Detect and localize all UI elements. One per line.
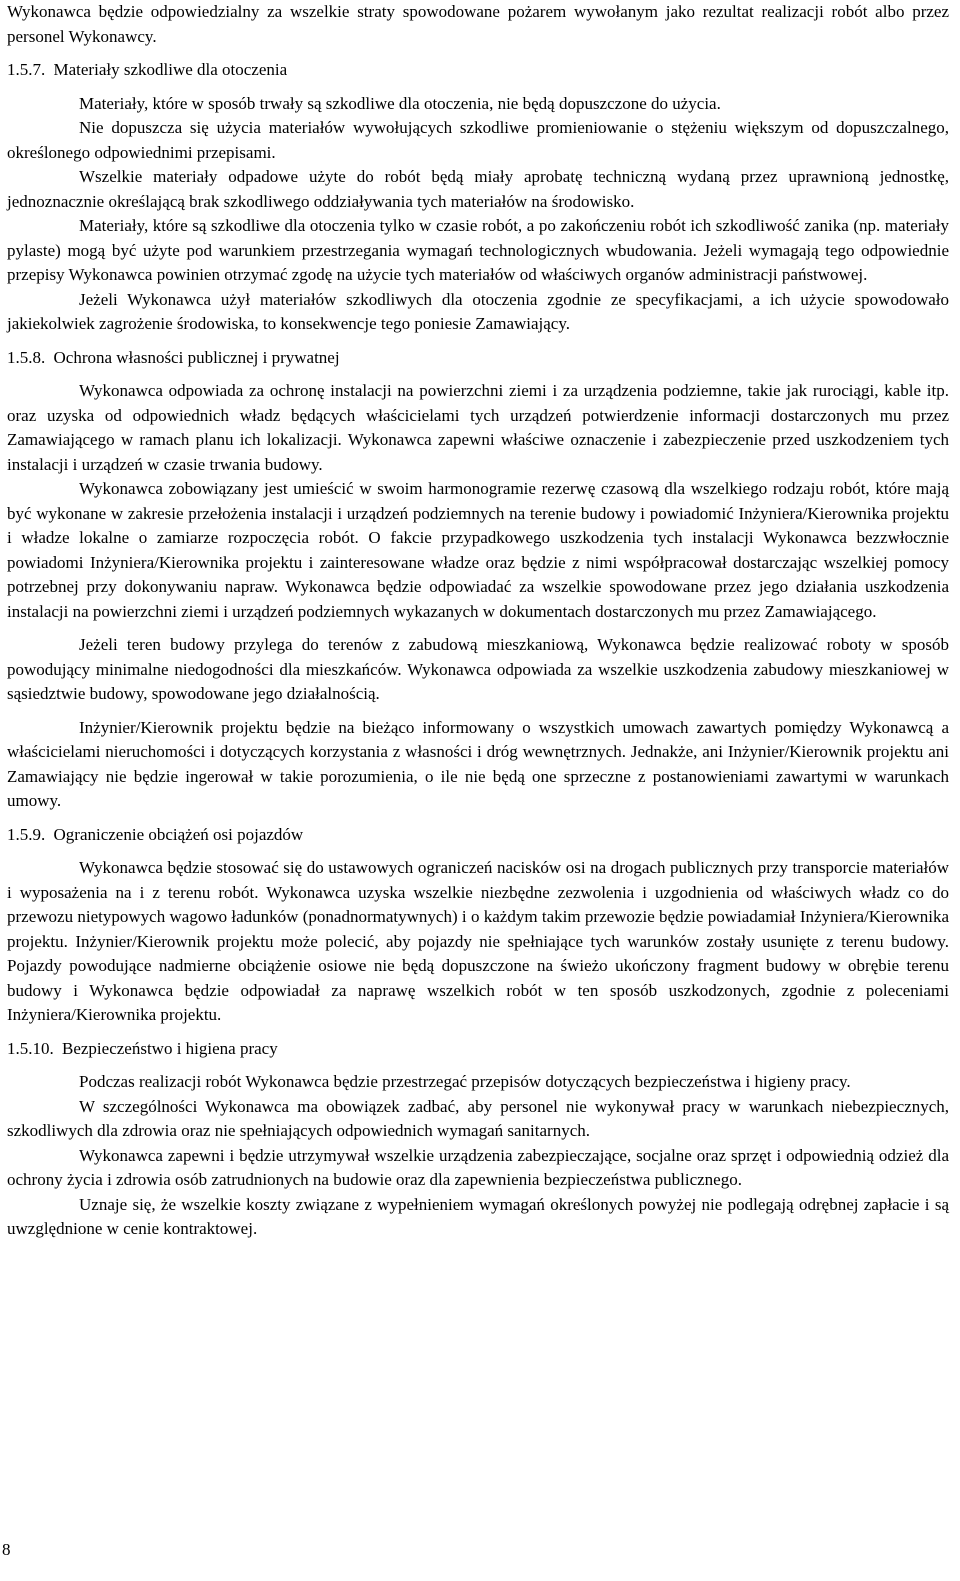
paragraph: Wykonawca zobowiązany jest umieścić w swoim harmonogramie rezerwę czasową dla wszelkiego rodzaju robót, które mają być wykonane w zakresie przełożenia instalacji i urządzeń podziemnych na terenie budowy i powiadomić Inżyniera/Kierownika projektu i władze lokalne o zamiarze rozpoczęcia robót. O fakcie przypadkowego uszkodzenia tych instalacji Wykonawca bezzwłocznie powiadomi Inżyniera/Kierownika projektu i zainteresowane władze oraz będzie z nimi współpracował dostarczając wszelkiej pomocy potrzebnej przy dokonywaniu napraw. Wykonawca będzie odpowiadać za wszelkie spowodowane przez jego działania uszkodzenia instalacji na powierzchni ziemi i urządzeń podziemnych wykazanych w dokumentach dostarczonych mu przez Zamawiającego. (7, 479, 949, 621)
section-number: 1.5.8. (7, 347, 46, 367)
section-number: 1.5.9. (7, 824, 46, 844)
section-number: 1.5.10. (7, 1038, 54, 1058)
section-heading-1-5-7 (7, 58, 949, 83)
paragraph: W szczególności Wykonawca ma obowiązek zadbać, aby personel nie wykonywał pracy w warunkach niebezpiecznych, szkodliwych dla zdrowia oraz nie spełniających odpowiednich wymagań sanitarnych. (7, 1096, 949, 1140)
paragraph: Uznaje się, że wszelkie koszty związane z wypełnieniem wymagań określonych powyżej nie podlegają odrębnej zapłacie i są uwzględnione w cenie kontraktowej. (7, 1194, 949, 1238)
section-number: 1.5.7. (7, 60, 46, 79)
paragraph: Nie dopuszcza się użycia materiałów wywołujących szkodliwe promieniowanie o stężeniu większym od dopuszczalnego, określonego odpowiednimi przepisami. (7, 118, 949, 162)
paragraph: Materiały, które są szkodliwe dla otoczenia tylko w czasie robót, a po zakończeniu robót ich szkodliwość zanika (np. materiały pylaste) mogą być użyte pod warunkiem przestrzegania wymagań technologicznych wbudowania. Jeżeli wymagają tego odpowiednie przepisy Wykonawca powinien otrzymać zgodę na użycie tych materiałów od właściwych organów administracji państwowej. (7, 216, 949, 284)
paragraph: Materiały, które w sposób trwały są szkodliwe dla otoczenia, nie będą dopuszczone do użycia. (79, 93, 721, 113)
paragraph: Wykonawca zapewni i będzie utrzymywał wszelkie urządzenia zabezpieczające, socjalne oraz sprzęt i odpowiednią odzież dla ochrony życia i zdrowia osób zatrudnionych na budowie oraz dla zapewnienia bezpieczeństwa publicznego. (7, 1145, 949, 1189)
paragraph: Wykonawca odpowiada za ochronę instalacji na powierzchni ziemi i za urządzenia podziemne, takie jak rurociągi, kable itp. oraz uzyska od odpowiednich władz będących właścicielami tych urządzeń potwierdzenie informacji dostarczonych mu przez Zamawiającego w ramach planu ich lokalizacji. Wykonawca zapewni właściwe oznaczenie i zabezpieczenie przed uszkodzeniem tych instalacji i urządzeń w czasie trwania budowy. (7, 381, 949, 474)
paragraph: Podczas realizacji robót Wykonawca będzie przestrzegać przepisów dotyczących bezpieczeństwa i higieny pracy. (79, 1072, 851, 1091)
section-title: Ochrona własności publicznej i prywatnej (53, 347, 340, 367)
paragraph: Jeżeli teren budowy przylega do terenów z zabudową mieszkaniową, Wykonawca będzie realizować roboty w sposób powodujący minimalne niedogodności dla mieszkańców. Wykonawca odpowiada za wszelkie uszkodzenia zabudowy mieszkaniowej w sąsiedztwie budowy, spowodowane jego działalnością. (7, 635, 949, 703)
section-title: Materiały szkodliwe dla otoczenia (53, 60, 288, 79)
page-number: 8 (2, 1540, 11, 1559)
continuation-paragraph: Wykonawca będzie odpowiedzialny za wszelkie straty spowodowane pożarem wywołanym jako rezultat realizacji robót albo przez personel Wykonawcy. (7, 2, 949, 46)
section-title: Ograniczenie obciążeń osi pojazdów (53, 824, 304, 844)
section-heading-1-5-8 (7, 346, 949, 371)
paragraph: Inżynier/Kierownik projektu będzie na bieżąco informowany o wszystkich umowach zawartych pomiędzy Wykonawcą a właścicielami nieruchomości i dotyczących korzystania z własności i dróg wewnętrznych. Jednakże, ani Inżynier/Kierownik projektu ani Zamawiający nie będzie ingerował w takie porozumienia, o ile nie będą one sprzeczne z postanowieniami zawartymi w warunkach umowy. (7, 717, 949, 810)
section-title: Bezpieczeństwo i higiena pracy (62, 1038, 278, 1058)
section-heading-1-5-10 (7, 1037, 949, 1062)
section-heading-1-5-9 (7, 823, 949, 848)
paragraph: Wykonawca będzie stosować się do ustawowych ograniczeń nacisków osi na drogach publicznych przy transporcie materiałów i wyposażenia na i z terenu robót. Wykonawca uzyska wszelkie niezbędne zezwolenia i uzgodnienia od właściwych władz co do przewozu nietypowych wagowo ładunków (ponadnormatywnych) i o każdym takim przewozie będzie powiadamiał Inżyniera/Kierownika projektu. Inżynier/Kierownik projektu może polecić, aby pojazdy nie spełniające tych warunków zostały usunięte z terenu budowy. Pojazdy powodujące nadmierne obciążenie osiowe nie będą dopuszczone na świeżo ukończony fragment budowy w obrębie terenu budowy i Wykonawca będzie odpowiadał za naprawę wszelkich robót w ten sposób uszkodzonych, zgodnie z poleceniami Inżyniera/Kierownika projektu. (7, 858, 949, 1024)
document-page (7, 0, 949, 1242)
paragraph: Jeżeli Wykonawca użył materiałów szkodliwych dla otoczenia zgodnie ze specyfikacjami, a ich użycie spowodowało jakiekolwiek zagrożenie środowiska, to konsekwencje tego poniesie Zamawiający. (7, 289, 949, 333)
paragraph: Wszelkie materiały odpadowe użyte do robót będą miały aprobatę techniczną wydaną przez uprawnioną jednostkę, jednoznacznie określającą brak szkodliwego oddziaływania tych materiałów na środowisko. (7, 167, 949, 211)
